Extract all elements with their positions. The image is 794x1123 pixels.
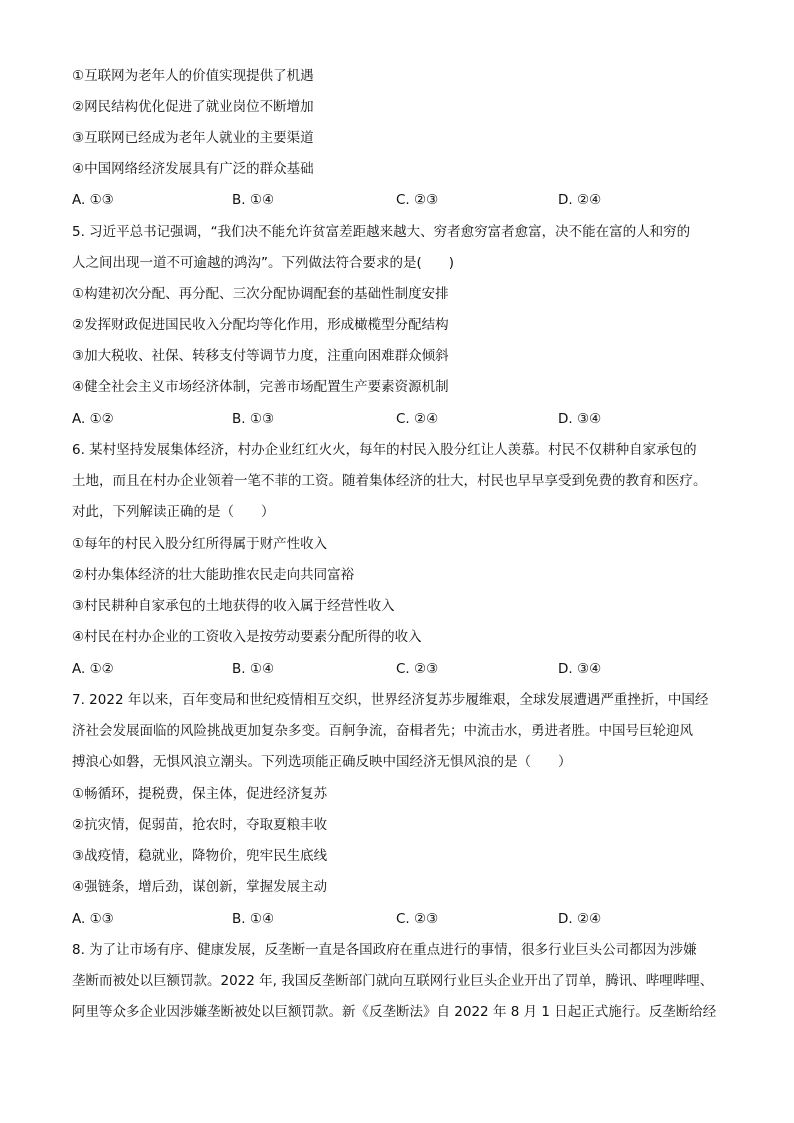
q6-choice-d: D. ③④ bbox=[558, 661, 602, 677]
q5-choice-a: A. ①② bbox=[72, 411, 114, 427]
q7-stem-line-2: 济社会发展面临的风险挑战更加复杂多变。百舸争流，奋楫者先；中流击水，勇进者胜。中国号巨轮迎风 bbox=[72, 723, 693, 739]
q4-option-1: ①互联网为老年人的价值实现提供了机遇 bbox=[72, 68, 314, 84]
q4-option-2: ②网民结构优化促进了就业岗位不断增加 bbox=[72, 99, 314, 115]
q6-stem-line-2: 土地，而且在村办企业领着一笔不菲的工资。随着集体经济的壮大，村民也早早享受到免费的教育和医疗。 bbox=[72, 473, 707, 489]
q7-choice-b: B. ①④ bbox=[232, 911, 275, 927]
q8-stem-line-1: 8. 为了让市场有序、健康发展，反垄断一直是各国政府在重点进行的事情，很多行业巨头公司都因为涉嫌 bbox=[72, 942, 697, 958]
q5-option-4: ④健全社会主义市场经济体制，完善市场配置生产要素资源机制 bbox=[72, 379, 449, 395]
q4-choice-a: A. ①③ bbox=[72, 192, 114, 208]
q7-stem-line-1: 7. 2022 年以来，百年变局和世纪疫情相互交织，世界经济复苏步履维艰，全球发展遭遇严重挫折，中国经 bbox=[72, 692, 709, 708]
q6-choice-a: A. ①② bbox=[72, 661, 114, 677]
q6-stem-line-1: 6. 某村坚持发展集体经济，村办企业红红火火，每年的村民入股分红让人羡慕。村民不仅耕种自家承包的 bbox=[72, 442, 697, 458]
q4-choice-b: B. ①④ bbox=[232, 192, 275, 208]
q7-choice-a: A. ①③ bbox=[72, 911, 114, 927]
q6-choice-b: B. ①④ bbox=[232, 661, 275, 677]
q4-option-4: ④中国网络经济发展具有广泛的群众基础 bbox=[72, 161, 314, 177]
q8-stem-line-3: 阿里等众多企业因涉嫌垄断被处以巨额罚款。新《反垄断法》自 2022 年 8 月 1 日起正式施行。反垄断给经 bbox=[72, 1004, 717, 1020]
q6-option-1: ①每年的村民入股分红所得属于财产性收入 bbox=[72, 536, 328, 552]
q4-choice-d: D. ②④ bbox=[558, 192, 602, 208]
q4-option-3: ③互联网已经成为老年人就业的主要渠道 bbox=[72, 130, 314, 146]
q7-choice-d: D. ②④ bbox=[558, 911, 602, 927]
q6-choice-c: C. ②③ bbox=[396, 661, 439, 677]
q7-option-4: ④强链条，增后劲，谋创新，掌握发展主动 bbox=[72, 879, 328, 895]
q6-stem-line-3: 对此，下列解读正确的是（ ） bbox=[72, 504, 275, 520]
q6-option-4: ④村民在村办企业的工资收入是按劳动要素分配所得的收入 bbox=[72, 629, 422, 645]
q5-stem-line-1: 5. 习近平总书记强调，“我们决不能允许贫富差距越来越大、穷者愈穷富者愈富，决不能在富的人和穷的 bbox=[72, 224, 691, 240]
q4-choice-c: C. ②③ bbox=[396, 192, 439, 208]
q7-choice-c: C. ②③ bbox=[396, 911, 439, 927]
q5-option-1: ①构建初次分配、再分配、三次分配协调配套的基础性制度安排 bbox=[72, 286, 449, 302]
q7-option-1: ①畅循环，提税费，保主体，促进经济复苏 bbox=[72, 786, 328, 802]
q5-choice-b: B. ①③ bbox=[232, 411, 275, 427]
q7-stem-line-3: 搏浪心如磐，无惧风浪立潮头。下列选项能正确反映中国经济无惧风浪的是（ ） bbox=[72, 754, 572, 770]
q7-option-2: ②抗灾情，促弱苗，抢农时，夺取夏粮丰收 bbox=[72, 817, 328, 833]
q5-choice-d: D. ③④ bbox=[558, 411, 602, 427]
q6-option-2: ②村办集体经济的壮大能助推农民走向共同富裕 bbox=[72, 567, 355, 583]
q5-stem-line-2: 人之间出现一道不可逾越的鸿沟”。下列做法符合要求的是( ) bbox=[72, 255, 455, 271]
q5-option-3: ③加大税收、社保、转移支付等调节力度，注重向困难群众倾斜 bbox=[72, 348, 449, 364]
q8-stem-line-2: 垄断而被处以巨额罚款。2022 年, 我国反垄断部门就向互联网行业巨头企业开出了罚单，腾讯、哔哩哔哩、 bbox=[72, 973, 714, 989]
q6-option-3: ③村民耕种自家承包的土地获得的收入属于经营性收入 bbox=[72, 598, 395, 614]
q5-option-2: ②发挥财政促进国民收入分配均等化作用，形成橄榄型分配结构 bbox=[72, 317, 449, 333]
q5-choice-c: C. ②④ bbox=[396, 411, 439, 427]
q7-option-3: ③战疫情，稳就业，降物价，兜牢民生底线 bbox=[72, 848, 328, 864]
